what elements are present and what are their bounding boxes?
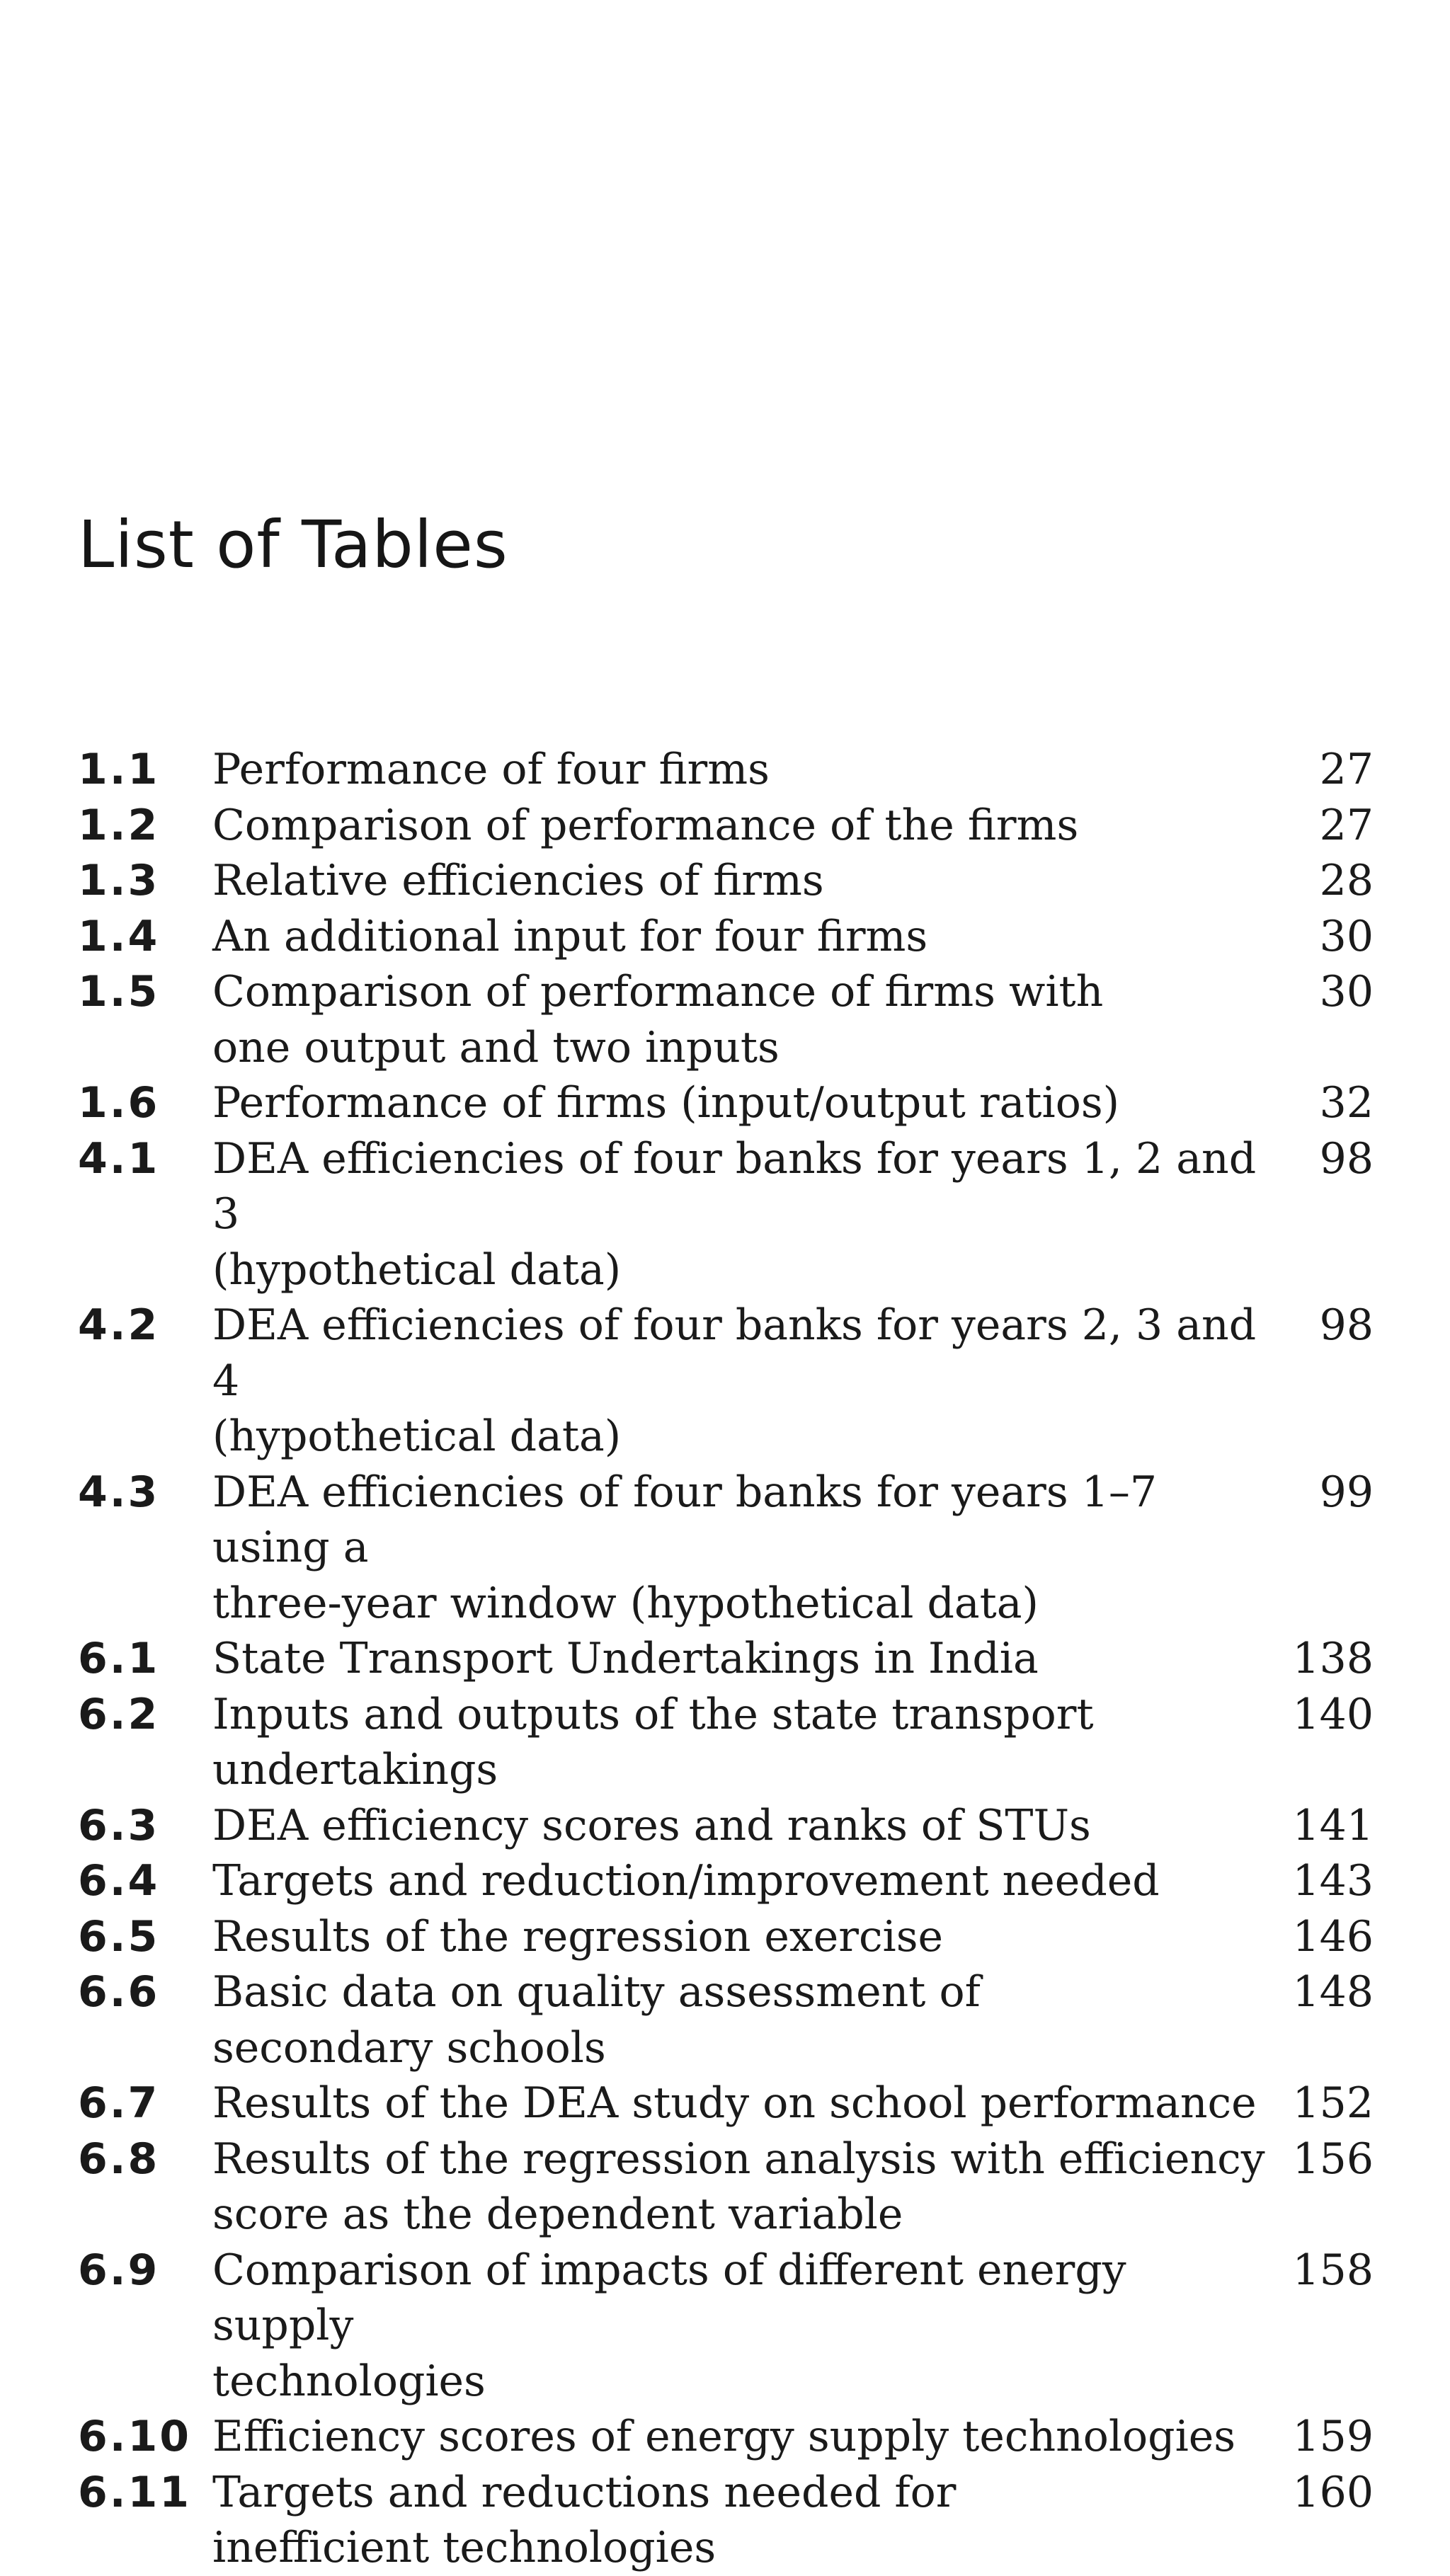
list-item xyxy=(78,853,1374,909)
table-caption-line: technologies xyxy=(212,2356,486,2406)
list-item xyxy=(78,2076,1374,2131)
page-number: 98 xyxy=(1319,1300,1374,1350)
table-number: 6.1 xyxy=(78,1634,160,1683)
table-number: 6.8 xyxy=(78,2134,160,2184)
table-number: 6.7 xyxy=(78,2078,160,2128)
list-item xyxy=(78,2131,1374,2243)
list-item xyxy=(78,2243,1374,2410)
table-caption-line: one output and two inputs xyxy=(212,1022,780,1072)
table-caption-line: (hypothetical data) xyxy=(212,1412,622,1461)
page-number: 148 xyxy=(1292,1967,1374,2017)
table-caption xyxy=(212,1631,1274,1687)
table-number: 6.3 xyxy=(78,1800,160,1850)
page-number: 160 xyxy=(1292,2467,1374,2517)
table-list xyxy=(78,742,1374,2576)
list-item xyxy=(78,1465,1374,1632)
table-caption xyxy=(212,1075,1274,1131)
page-number: 159 xyxy=(1292,2412,1374,2461)
table-number: 1.1 xyxy=(78,745,160,794)
table-caption-line: Results of the DEA study on school performance xyxy=(212,2078,1257,2128)
table-number: 1.3 xyxy=(78,856,160,905)
table-caption xyxy=(212,1687,1274,1798)
page-number: 32 xyxy=(1319,1078,1374,1128)
table-caption-line: DEA efficiencies of four banks for years 1–7 using a xyxy=(212,1467,1158,1572)
page-number: 30 xyxy=(1319,967,1374,1017)
list-item xyxy=(78,1075,1374,1131)
table-caption-line: DEA efficiencies of four banks for years 1, 2 and 3 xyxy=(212,1133,1257,1239)
table-caption xyxy=(212,2131,1274,2243)
page-number: 158 xyxy=(1292,2245,1374,2295)
table-caption-line: undertakings xyxy=(212,1745,498,1794)
table-caption-line: Results of the regression analysis with efficiency xyxy=(212,2134,1265,2184)
table-caption xyxy=(212,1964,1274,2076)
table-caption-line: State Transport Undertakings in India xyxy=(212,1634,1039,1683)
table-caption-line: Comparison of impacts of different energy supply xyxy=(212,2245,1126,2350)
table-caption-line: DEA efficiencies of four banks for years 2, 3 and 4 xyxy=(212,1300,1257,1406)
table-number: 6.10 xyxy=(78,2412,192,2461)
table-caption-line: Performance of four firms xyxy=(212,745,770,794)
table-caption xyxy=(212,1909,1274,1965)
page-number: 99 xyxy=(1319,1467,1374,1517)
page-title: List of Tables xyxy=(78,507,508,583)
table-number: 4.2 xyxy=(78,1300,160,1350)
table-caption-line: score as the dependent variable xyxy=(212,2189,903,2239)
table-caption xyxy=(212,1853,1274,1909)
table-number: 1.4 xyxy=(78,911,160,961)
table-caption-line: Targets and reductions needed for xyxy=(212,2467,957,2517)
table-caption-line: Results of the regression exercise xyxy=(212,1911,944,1962)
list-item xyxy=(78,1909,1374,1965)
table-caption xyxy=(212,2409,1274,2465)
list-item xyxy=(78,742,1374,798)
table-caption-line: Efficiency scores of energy supply technologies xyxy=(212,2412,1236,2461)
table-caption xyxy=(212,2465,1274,2576)
list-item xyxy=(78,909,1374,965)
table-caption xyxy=(212,1298,1274,1465)
table-number: 4.1 xyxy=(78,1133,160,1184)
table-caption-line: Inputs and outputs of the state transport xyxy=(212,1689,1094,1739)
page-number: 141 xyxy=(1292,1800,1374,1850)
table-caption-line: An additional input for four firms xyxy=(212,911,928,961)
page-number: 98 xyxy=(1319,1133,1374,1184)
table-caption xyxy=(212,1798,1274,1854)
page-number: 27 xyxy=(1319,745,1374,794)
table-caption xyxy=(212,2243,1274,2410)
table-caption-line: Comparison of performance of the firms xyxy=(212,800,1079,850)
table-caption xyxy=(212,742,1274,798)
list-item xyxy=(78,1853,1374,1909)
table-caption xyxy=(212,1465,1274,1632)
list-item xyxy=(78,1964,1374,2076)
table-caption-line: Relative efficiencies of firms xyxy=(212,856,824,905)
list-item xyxy=(78,2409,1374,2465)
list-item xyxy=(78,1798,1374,1854)
table-caption xyxy=(212,798,1274,854)
page-number: 138 xyxy=(1292,1634,1374,1683)
page-number: 156 xyxy=(1292,2134,1374,2184)
table-caption-line: Performance of firms (input/output ratios) xyxy=(212,1078,1120,1128)
table-caption xyxy=(212,2076,1274,2131)
list-item xyxy=(78,1687,1374,1798)
table-caption xyxy=(212,909,1274,965)
table-caption xyxy=(212,1131,1274,1298)
page-number: 28 xyxy=(1319,856,1374,905)
list-item xyxy=(78,1131,1374,1298)
table-number: 6.2 xyxy=(78,1689,160,1739)
table-number: 1.5 xyxy=(78,967,160,1017)
page-number: 140 xyxy=(1292,1689,1374,1739)
table-number: 4.3 xyxy=(78,1467,160,1517)
table-caption xyxy=(212,853,1274,909)
table-number: 6.11 xyxy=(78,2467,192,2517)
page-number: 30 xyxy=(1319,911,1374,961)
list-item xyxy=(78,1631,1374,1687)
table-number: 6.4 xyxy=(78,1856,160,1906)
page-number: 146 xyxy=(1292,1911,1374,1962)
list-item xyxy=(78,798,1374,854)
table-number: 1.2 xyxy=(78,800,160,850)
table-caption-line: three-year window (hypothetical data) xyxy=(212,1578,1039,1628)
table-caption-line: Basic data on quality assessment of xyxy=(212,1967,981,2017)
list-item xyxy=(78,1298,1374,1465)
table-number: 1.6 xyxy=(78,1078,160,1128)
table-number: 6.9 xyxy=(78,2245,160,2295)
table-caption-line: Targets and reduction/improvement needed xyxy=(212,1856,1160,1906)
table-number: 6.6 xyxy=(78,1967,160,2017)
page-number: 152 xyxy=(1292,2078,1374,2128)
page-number: 27 xyxy=(1319,800,1374,850)
table-caption-line: inefficient technologies xyxy=(212,2523,717,2572)
table-caption-line: (hypothetical data) xyxy=(212,1244,622,1295)
table-caption-line: DEA efficiency scores and ranks of STUs xyxy=(212,1800,1091,1850)
table-number: 6.5 xyxy=(78,1911,160,1962)
table-caption-line: Comparison of performance of firms with xyxy=(212,967,1104,1017)
table-caption xyxy=(212,964,1274,1075)
table-caption-line: secondary schools xyxy=(212,2022,606,2073)
list-item xyxy=(78,2465,1374,2576)
list-item xyxy=(78,964,1374,1075)
page-number: 143 xyxy=(1292,1856,1374,1906)
